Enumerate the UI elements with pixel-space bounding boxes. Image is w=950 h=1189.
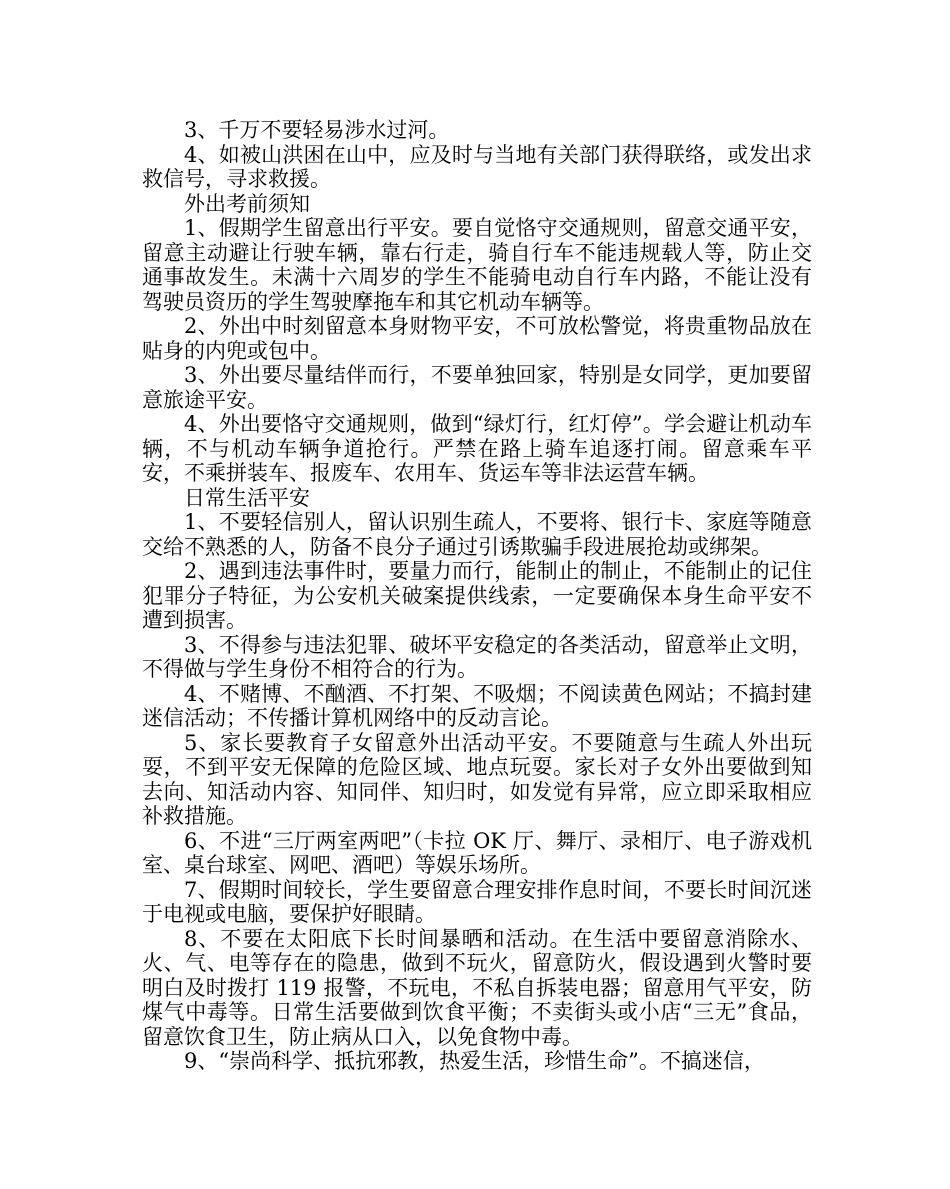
section-heading: 外出考前须知	[184, 191, 310, 216]
paragraph: 4、不赌博、不酗酒、不打架、不吸烟；不阅读黄色网站；不搞封建迷信活动；不传播计算机网络中的反动言论。	[142, 681, 812, 730]
paragraph: 2、外出中时刻留意本身财物平安，不可放松警觉，将贵重物品放在贴身的内兜或包中。	[142, 314, 812, 363]
paragraph: 1、不要轻信别人，留认识别生疏人，不要将、银行卡、家庭等随意交给不熟悉的人，防备不良分子通过引诱欺骗手段进展抢劫或绑架。	[142, 510, 812, 559]
paragraph: 6、不进“三厅两室两吧”（卡拉 OK 厅、舞厅、录相厅、电子游戏机室、桌台球室、网吧、酒吧）等娱乐场所。	[142, 828, 812, 877]
paragraph: 4、外出要恪守交通规则，做到“绿灯行，红灯停”。学会避让机动车辆，不与机动车辆争道抢行。严禁在路上骑车追逐打闹。留意乘车平安，不乘拼装车、报废车、农用车、货运车等非法运营车辆。	[142, 412, 812, 485]
paragraph: 3、外出要尽量结伴而行，不要单独回家，特别是女同学，更加要留意旅途平安。	[142, 363, 812, 412]
paragraph: 2、遇到违法事件时，要量力而行，能制止的制止，不能制止的记住犯罪分子特征，为公安机关破案提供线索，一定要确保本身生命平安不遭到损害。	[142, 559, 812, 632]
paragraph: 1、假期学生留意出行平安。要自觉恪守交通规则，留意交通平安，留意主动避让行驶车辆，靠右行走，骑自行车不能违规载人等，防止交通事故发生。未满十六周岁的学生不能骑电动自行车内路，不能让没有驾驶员资历的学生驾驶摩拖车和其它机动车辆等。	[142, 216, 812, 314]
paragraph: 5、家长要教育子女留意外出活动平安。不要随意与生疏人外出玩耍，不到平安无保障的危险区域、地点玩耍。家长对子女外出要做到知去向、知活动内容、知同伴、知归时，如发觉有异常，应立即采取相应补救措施。	[142, 730, 812, 828]
paragraph: 3、千万不要轻易涉水过河。	[184, 118, 450, 142]
paragraph: 4、如被山洪困在山中，应及时与当地有关部门获得联络，或发出求救信号，寻求救援。	[142, 142, 812, 191]
section-heading: 日常生活平安	[184, 485, 310, 510]
paragraph: 3、不得参与违法犯罪、破坏平安稳定的各类活动，留意举止文明，不得做与学生身份不相符合的行为。	[142, 632, 812, 681]
paragraph: 8、不要在太阳底下长时间暴晒和活动。在生活中要留意消除水、火、气、电等存在的隐患，做到不玩火，留意防火，假设遇到火警时要明白及时拨打 119 报警，不玩电，不私自拆装电器；留意用气平安，防煤气中毒等。日常生活要做到饮食平衡；不卖街头或小店“三无”食品，留意饮食卫生，防止病从口入，以免食物中毒。	[142, 926, 812, 1049]
paragraph: 9、“崇尚科学、抵抗邪教，热爱生活，珍惜生命”。不搞迷信，	[184, 1049, 765, 1073]
paragraph: 7、假期时间较长，学生要留意合理安排作息时间，不要长时间沉迷于电视或电脑，要保护好眼睛。	[142, 877, 812, 926]
document-page	[142, 118, 812, 1074]
